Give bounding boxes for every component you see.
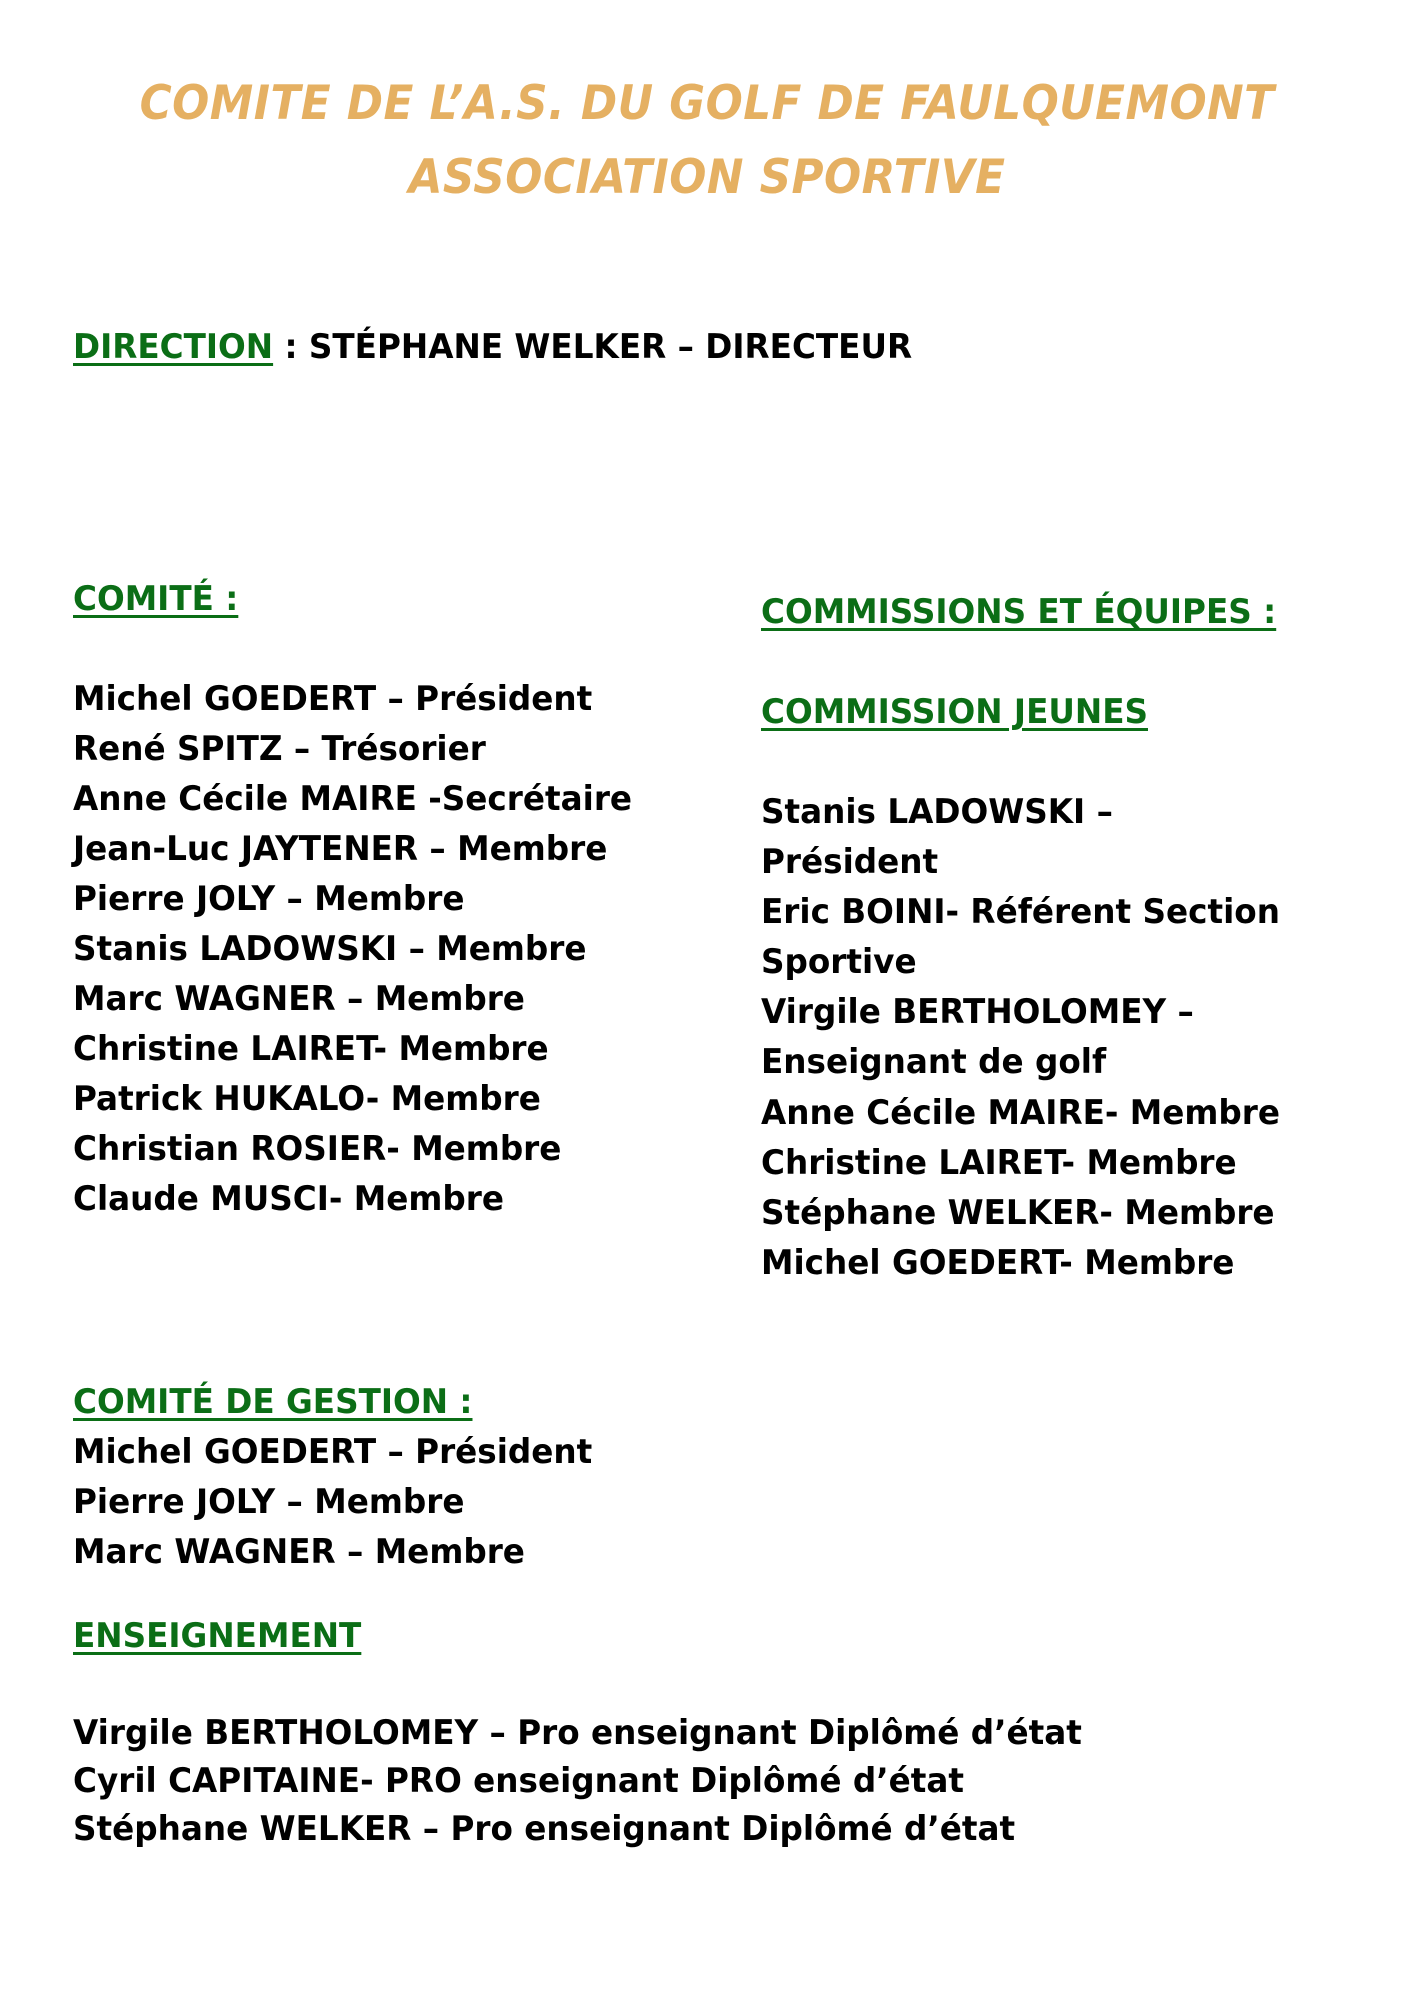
commission-member: Stanis LADOWSKI – Président [761, 792, 1113, 882]
document-subtitle: ASSOCIATION SPORTIVE [408, 150, 1006, 205]
commission-member: Eric BOINI- Référent Section Sportive [761, 892, 1280, 982]
comite-member: Pierre JOLY – Membre [73, 879, 465, 919]
enseignement-list [73, 1709, 1124, 1853]
comite-heading: COMITÉ : [73, 579, 239, 619]
comite-member-list [73, 674, 655, 1224]
comite-member: Christine LAIRET- Membre [73, 1029, 549, 1069]
comite-gestion-list [73, 1427, 614, 1577]
commission-member: Christine LAIRET- Membre [761, 1143, 1237, 1183]
comite-member: Claude MUSCI- Membre [73, 1179, 505, 1219]
enseignement-heading: ENSEIGNEMENT [73, 1616, 362, 1656]
comite-gestion-heading: COMITÉ DE GESTION : [73, 1382, 473, 1422]
document-title: COMITE DE L’A.S. DU GOLF DE FAULQUEMONT [139, 76, 1275, 131]
direction-value: : STÉPHANE WELKER – DIRECTEUR [273, 327, 913, 367]
direction-line [73, 322, 912, 372]
comite-member: Anne Cécile MAIRE -Secrétaire [73, 779, 633, 819]
comite-member: Stanis LADOWSKI – Membre [73, 929, 587, 969]
commission-jeunes-other-list [761, 1088, 1302, 1288]
comite-member: Patrick HUKALO- Membre [73, 1079, 541, 1119]
gestion-member: Pierre JOLY – Membre [73, 1482, 465, 1522]
comite-member: Jean-Luc JAYTENER – Membre [73, 829, 608, 869]
comite-member: Michel GOEDERT – Président [73, 679, 593, 719]
gestion-member: Marc WAGNER – Membre [73, 1532, 525, 1572]
enseignement-member: Stéphane WELKER – Pro enseignant Diplômé d’état [73, 1809, 1016, 1849]
commission-member: Anne Cécile MAIRE- Membre [761, 1093, 1281, 1133]
enseignement-member: Virgile BERTHOLOMEY – Pro enseignant Diplômé d’état [73, 1713, 1082, 1753]
commission-member: Stéphane WELKER- Membre [761, 1193, 1275, 1233]
gestion-member: Michel GOEDERT – Président [73, 1432, 593, 1472]
comite-member: René SPITZ – Trésorier [73, 729, 486, 769]
commission-member: Virgile BERTHOLOMEY – Enseignant de golf [761, 992, 1194, 1082]
comite-member: Marc WAGNER – Membre [73, 979, 525, 1019]
commissions-heading: COMMISSIONS ET ÉQUIPES : [761, 592, 1277, 632]
commission-member: Michel GOEDERT- Membre [761, 1243, 1235, 1283]
commission-jeunes-heading: COMMISSION JEUNES [761, 692, 1148, 732]
direction-heading: DIRECTION [73, 327, 274, 367]
enseignement-member: Cyril CAPITAINE- PRO enseignant Diplômé d’état [73, 1761, 965, 1801]
commission-jeunes-list [761, 787, 1321, 1087]
comite-member: Christian ROSIER- Membre [73, 1129, 562, 1169]
